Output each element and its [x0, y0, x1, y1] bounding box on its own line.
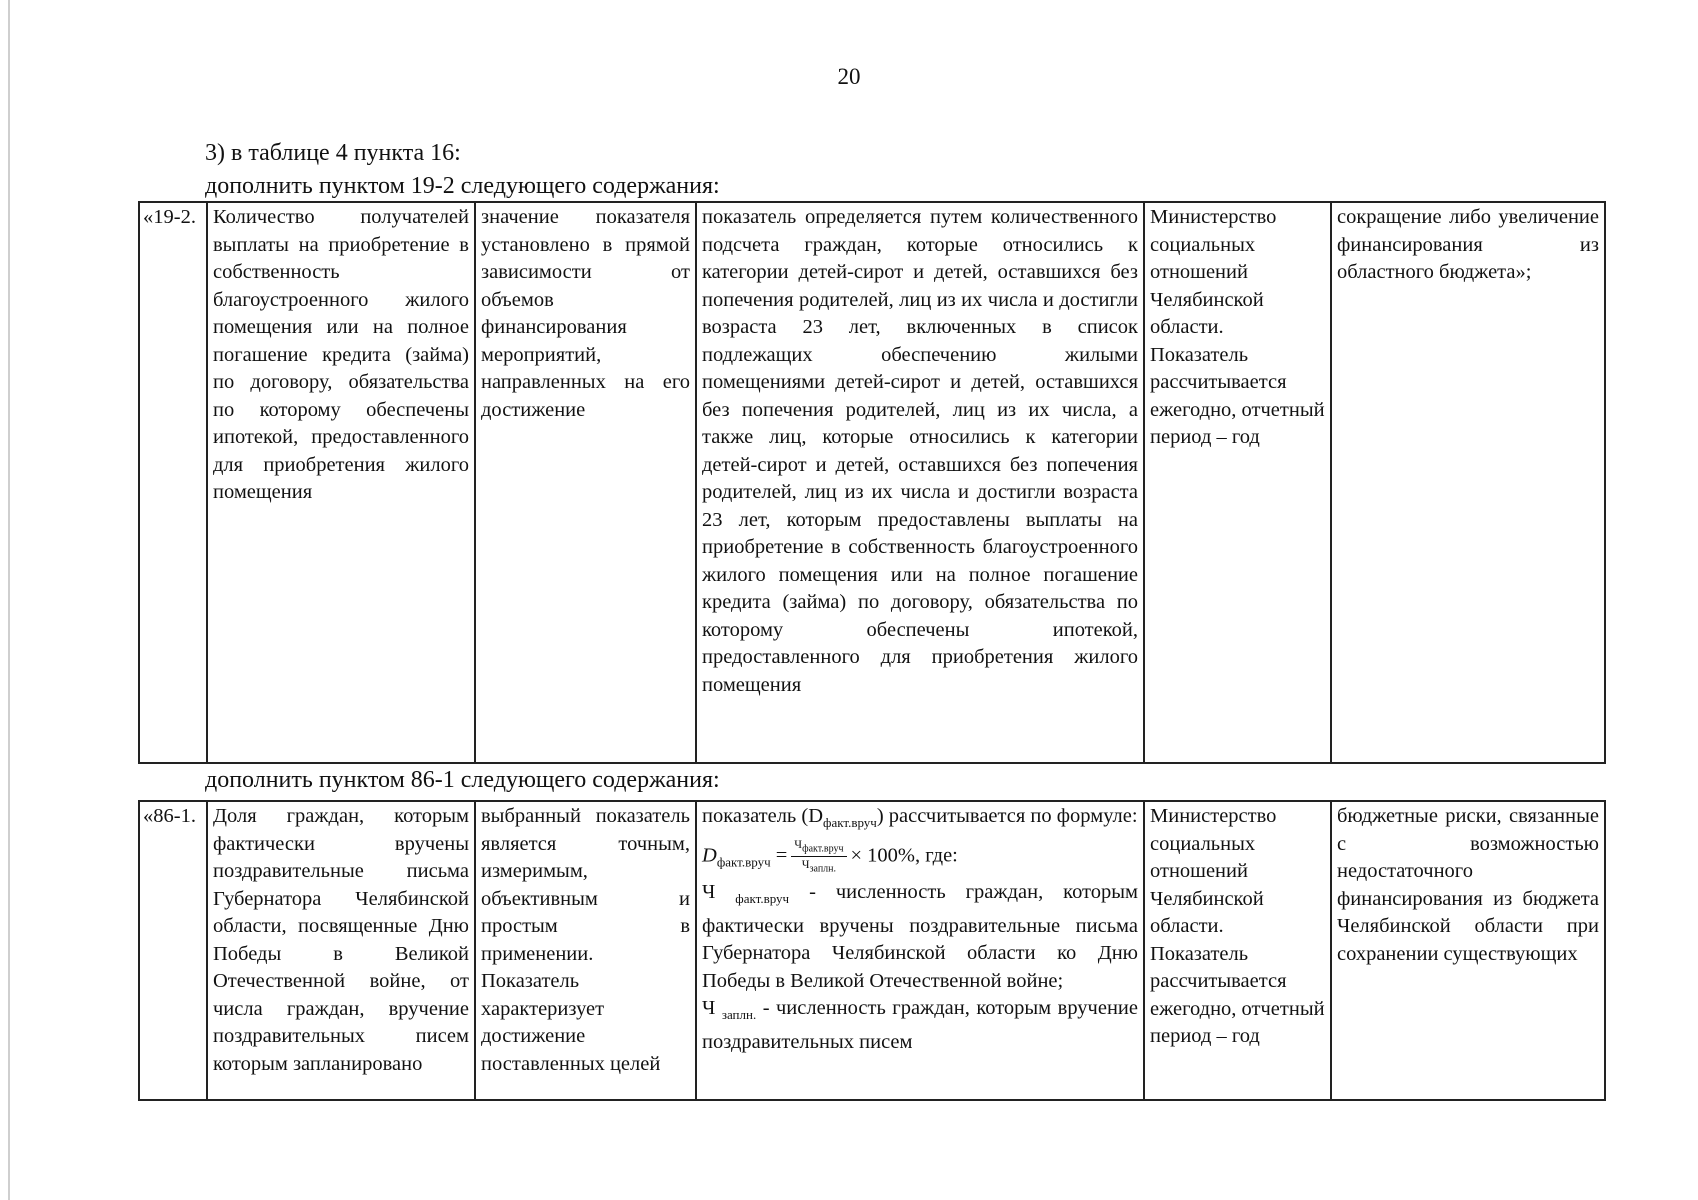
responsible-body-cell — [1144, 801, 1331, 1100]
row-number: «19-2. — [139, 202, 207, 763]
rationale-cell: выбранный показатель является точным, измеримым, объективным и простым в применении. Показатель характеризует достижение поставленных целей — [475, 801, 696, 1100]
intro-line-add-19-2: дополнить пунктом 19-2 следующего содержания: — [205, 173, 720, 199]
ministry-text: Министерство социальных отношений Челябинской области. — [1150, 805, 1277, 937]
row-number: «86-1. — [139, 801, 207, 1100]
formula-intro: показатель $(D_{факт.вруч})$ рассчитывается по формуле: — [702, 805, 1138, 831]
risks-cell: сокращение либо увеличение финансирования из областного бюджета»; — [1331, 202, 1605, 763]
intro-line-add-86-1: дополнить пунктом 86-1 следующего содержания: — [205, 767, 720, 793]
responsible-body-cell — [1144, 202, 1331, 763]
risks-cell: бюджетные риски, связанные с возможностью недостаточного финансирования из бюджета Челябинской области при сохранении существующих — [1331, 801, 1605, 1100]
calculation-period-text: Показатель рассчитывается ежегодно, отчетный период – год — [1150, 942, 1325, 1047]
binding-edge-line — [8, 0, 10, 1200]
definition-actual: Ч $_{факт.вруч}$ - численность граждан, которым фактически вручены поздравительные письма Губернатора Челябинской области ко Дню Победы в Великой Отечественной войне; — [702, 881, 1138, 992]
page-number: 20 — [837, 64, 861, 89]
rationale-cell: значение показателя установлено в прямой зависимости от объемов финансирования мероприятий, направленных на его достижение — [475, 202, 696, 763]
calculation-method-cell: показатель определяется путем количественного подсчета граждан, которые относились к категории детей-сирот и детей, оставшихся без попечения родителей, лиц из их числа и достигли возраста 23 лет, включенных в список подлежащих обеспечению жилыми помещениями детей-сирот и детей, оставшихся без попечения родителей, лиц из их числа, а также лиц, которые относились к категории детей-сирот и детей, оставшихся без попечения родителей, лиц из их числа и достигли возраста 23 лет, которым предоставлены выплаты на приобретение в собственность благоустроенного жилого помещения или на полное погашение кредита (займа) по договору, обязательства по которому обеспечены ипотекой, предоставленного для приобретения жилого помещения — [696, 202, 1144, 763]
calculation-method-cell — [696, 801, 1144, 1100]
table-row — [139, 801, 1605, 1100]
amendment-table-86-1 — [138, 800, 1606, 1101]
indicator-name-cell: Количество получателей выплаты на приобретение в собственность благоустроенного жилого помещения или на полное погашение кредита (займа) по договору, обязательства по которому обеспечены ипотекой, предоставленного для приобретения жилого помещения — [207, 202, 475, 763]
formula-fraction: $\frac{Ч_{факт.вруч}}{Ч_{заплн.}}$ — [791, 837, 846, 877]
table-row — [139, 202, 1605, 763]
indicator-name-cell: Доля граждан, которым фактически вручены поздравительные письма Губернатора Челябинской области, посвященные Дню Победы в Великой Отечественной войне, от числа граждан, вручение поздравительных писем которым запланировано — [207, 801, 475, 1100]
ministry-text: Министерство социальных отношений Челябинской области. — [1150, 206, 1277, 338]
amendment-table-19-2 — [138, 201, 1606, 764]
definition-planned: Ч $_{заплн.}$ - численность граждан, которым вручение поздравительных писем — [702, 997, 1138, 1053]
intro-line-table-reference: 3) в таблице 4 пункта 16: — [205, 140, 461, 166]
calculation-period-text: Показатель рассчитывается ежегодно, отчетный период – год — [1150, 343, 1325, 448]
formula: $D_{факт.вруч}$ = $\frac{Ч_{факт.вруч}}{Ч_{заплн.}}$ × 100%, где: — [702, 836, 958, 875]
